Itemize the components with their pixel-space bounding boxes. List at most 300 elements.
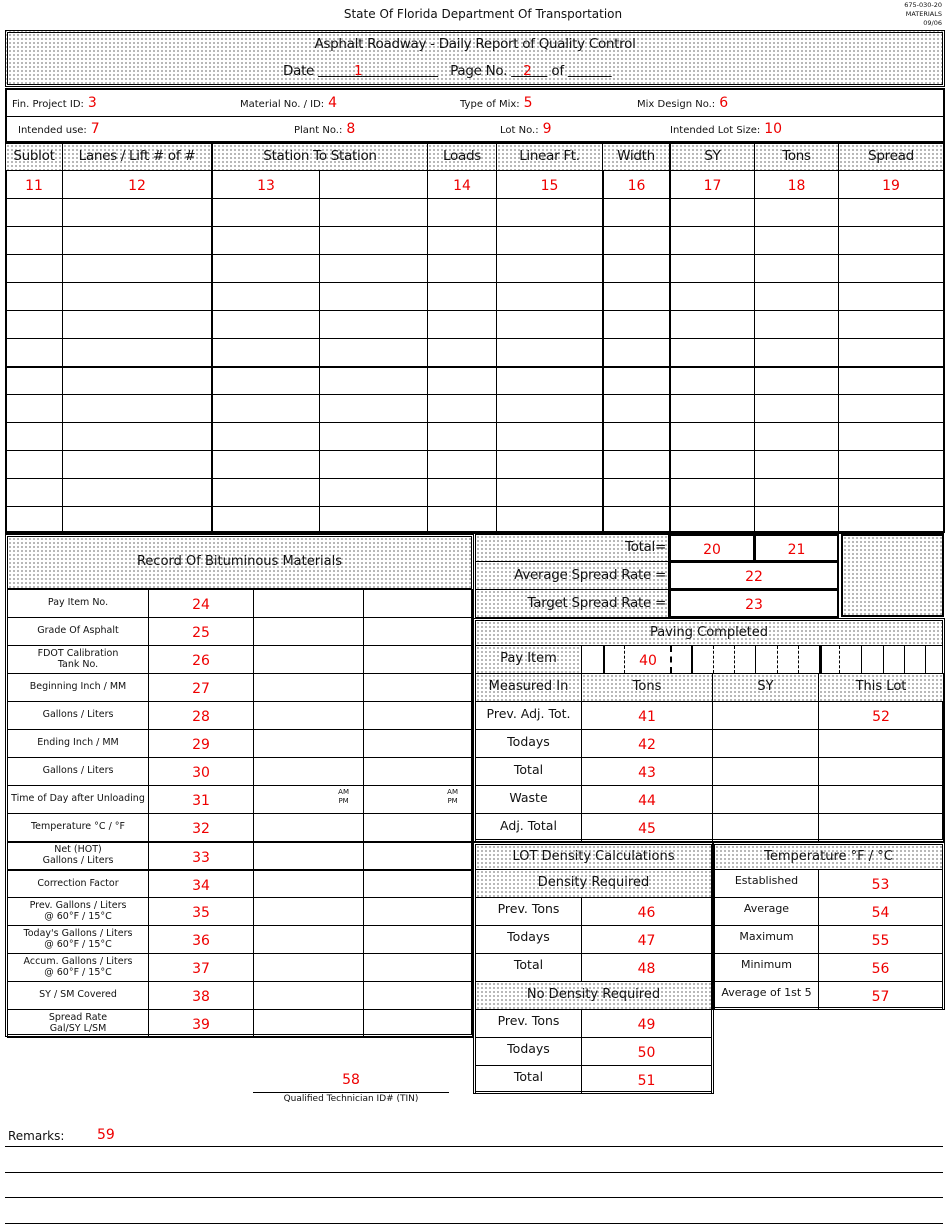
table-cell[interactable] bbox=[669, 198, 755, 227]
field-number-cell[interactable]: 12 bbox=[62, 170, 212, 199]
info-label: Plant No.: bbox=[294, 125, 343, 136]
table-cell[interactable] bbox=[211, 254, 320, 283]
bituminous-entry-cell[interactable] bbox=[363, 1009, 473, 1038]
info-value[interactable]: 8 bbox=[346, 121, 356, 137]
table-cell[interactable] bbox=[62, 338, 212, 367]
info-value[interactable]: 5 bbox=[523, 95, 533, 111]
table-cell[interactable] bbox=[754, 254, 839, 283]
am-label: AM bbox=[447, 788, 458, 796]
table-cell[interactable] bbox=[427, 394, 497, 423]
page-number-field[interactable]: 2 bbox=[523, 63, 532, 79]
table-cell[interactable] bbox=[5, 366, 63, 395]
no-density-row-label: Prev. Tons bbox=[475, 1009, 582, 1038]
bituminous-row-label: SY / SM Covered bbox=[7, 981, 149, 1010]
table-cell[interactable] bbox=[838, 254, 944, 283]
table-cell[interactable] bbox=[496, 394, 603, 423]
info-field-8[interactable] bbox=[670, 121, 782, 137]
info-value[interactable]: 9 bbox=[542, 121, 552, 137]
table-cell[interactable] bbox=[427, 366, 497, 395]
table-cell[interactable] bbox=[838, 226, 944, 255]
table-cell[interactable] bbox=[62, 450, 212, 479]
paving-row-label: Adj. Total bbox=[475, 813, 582, 842]
table-cell[interactable] bbox=[211, 366, 320, 395]
table-cell[interactable] bbox=[602, 450, 670, 479]
bituminous-entry-cell[interactable] bbox=[363, 925, 473, 954]
table-cell[interactable] bbox=[669, 478, 755, 507]
bituminous-entry-cell[interactable] bbox=[253, 925, 364, 954]
bituminous-entry-cell[interactable] bbox=[363, 645, 473, 674]
table-cell[interactable] bbox=[496, 366, 603, 395]
table-cell[interactable] bbox=[669, 450, 755, 479]
column-header-1: Sublot bbox=[5, 143, 63, 171]
table-cell[interactable] bbox=[5, 394, 63, 423]
table-cell[interactable] bbox=[754, 198, 839, 227]
table-cell[interactable] bbox=[62, 366, 212, 395]
no-density-row-value[interactable]: 51 bbox=[581, 1065, 712, 1094]
table-cell[interactable] bbox=[602, 198, 670, 227]
info-value[interactable]: 6 bbox=[719, 95, 729, 111]
density-required-label: Density Required bbox=[475, 869, 712, 898]
bituminous-row-value[interactable]: 31 bbox=[148, 785, 254, 814]
table-cell[interactable] bbox=[669, 366, 755, 395]
paving-sy-cell[interactable] bbox=[712, 785, 819, 814]
table-cell[interactable] bbox=[62, 254, 212, 283]
bituminous-entry-cell[interactable] bbox=[253, 729, 364, 758]
info-field-4[interactable] bbox=[637, 95, 728, 111]
paving-header-3: SY bbox=[712, 673, 819, 702]
bituminous-title: Record Of Bituminous Materials bbox=[7, 536, 472, 589]
table-cell[interactable] bbox=[754, 338, 839, 367]
target-spread-rate-value[interactable]: 23 bbox=[669, 589, 839, 618]
table-cell[interactable] bbox=[427, 338, 497, 367]
info-field-2[interactable] bbox=[240, 95, 337, 111]
bituminous-row-value[interactable]: 33 bbox=[148, 841, 254, 870]
table-cell[interactable] bbox=[602, 478, 670, 507]
table-cell[interactable] bbox=[669, 226, 755, 255]
bituminous-row-label: Gallons / Liters bbox=[7, 701, 149, 730]
table-cell[interactable] bbox=[62, 478, 212, 507]
info-value[interactable]: 3 bbox=[87, 95, 97, 111]
table-cell[interactable] bbox=[5, 282, 63, 311]
table-cell[interactable] bbox=[211, 478, 320, 507]
bituminous-row-value[interactable]: 38 bbox=[148, 981, 254, 1010]
table-cell[interactable] bbox=[669, 506, 755, 534]
temperature-row-label: Average bbox=[714, 897, 819, 926]
table-cell[interactable] bbox=[838, 506, 944, 534]
bituminous-row-value[interactable]: 29 bbox=[148, 729, 254, 758]
bituminous-entry-cell[interactable] bbox=[363, 757, 473, 786]
table-cell[interactable] bbox=[5, 450, 63, 479]
density-required-row-value[interactable]: 48 bbox=[581, 953, 712, 982]
date-page-line bbox=[283, 63, 612, 79]
table-cell[interactable] bbox=[5, 478, 63, 507]
table-cell[interactable] bbox=[496, 506, 603, 534]
table-cell[interactable] bbox=[62, 394, 212, 423]
bituminous-row-value[interactable]: 34 bbox=[148, 869, 254, 898]
density-required-row-value[interactable]: 46 bbox=[581, 897, 712, 926]
info-value[interactable]: 4 bbox=[328, 95, 338, 111]
bituminous-entry-cell[interactable] bbox=[253, 701, 364, 730]
info-divider bbox=[6, 116, 944, 117]
bituminous-row-label: Today's Gallons / Liters @ 60°F / 15°C bbox=[7, 925, 149, 954]
total-sy[interactable]: 20 bbox=[669, 534, 755, 562]
table-cell[interactable] bbox=[211, 506, 320, 534]
table-cell[interactable] bbox=[602, 226, 670, 255]
info-label: Lot No.: bbox=[500, 125, 539, 136]
paving-lot-cell[interactable] bbox=[818, 757, 944, 786]
info-value[interactable]: 7 bbox=[90, 121, 100, 137]
table-cell[interactable] bbox=[754, 226, 839, 255]
table-cell[interactable] bbox=[669, 310, 755, 339]
am-label: AM bbox=[338, 788, 349, 796]
table-cell[interactable] bbox=[427, 506, 497, 534]
field-number-cell[interactable]: 17 bbox=[669, 170, 755, 199]
table-cell[interactable] bbox=[211, 422, 320, 451]
table-cell[interactable] bbox=[5, 226, 63, 255]
pay-item-digit-divider bbox=[603, 646, 605, 673]
paving-row-label: Todays bbox=[475, 729, 582, 758]
table-cell[interactable] bbox=[669, 254, 755, 283]
field-number-cell[interactable]: 19 bbox=[838, 170, 944, 199]
density-required-row-label: Todays bbox=[475, 925, 582, 954]
bituminous-row-value[interactable]: 26 bbox=[148, 645, 254, 674]
table-cell[interactable] bbox=[838, 338, 944, 367]
info-field-5[interactable] bbox=[18, 121, 100, 137]
table-cell[interactable] bbox=[496, 310, 603, 339]
bituminous-row-label: Spread Rate Gal/SY L/SM bbox=[7, 1009, 149, 1038]
bituminous-entry-cell[interactable] bbox=[253, 785, 364, 814]
bituminous-row-value[interactable]: 32 bbox=[148, 813, 254, 842]
table-cell[interactable] bbox=[62, 310, 212, 339]
table-cell[interactable] bbox=[319, 422, 428, 451]
table-cell[interactable] bbox=[427, 422, 497, 451]
table-cell[interactable] bbox=[838, 478, 944, 507]
field-number-cell[interactable]: 18 bbox=[754, 170, 839, 199]
pay-item-digit-divider bbox=[925, 646, 926, 673]
table-cell[interactable] bbox=[319, 394, 428, 423]
table-cell[interactable] bbox=[427, 310, 497, 339]
pay-item-digit-divider bbox=[755, 646, 756, 673]
paving-row-label: Total bbox=[475, 757, 582, 786]
info-field-6[interactable] bbox=[294, 121, 355, 137]
am-pm-indicator[interactable] bbox=[338, 788, 349, 806]
table-cell[interactable] bbox=[496, 422, 603, 451]
bituminous-row-label: Time of Day after Unloading bbox=[7, 785, 149, 814]
table-cell[interactable] bbox=[5, 422, 63, 451]
bituminous-row-value[interactable]: 25 bbox=[148, 617, 254, 646]
report-title: Asphalt Roadway - Daily Report of Quality Control bbox=[314, 36, 636, 52]
info-label: Type of Mix: bbox=[460, 99, 520, 110]
table-cell[interactable] bbox=[838, 282, 944, 311]
table-cell[interactable] bbox=[211, 282, 320, 311]
density-required-row-label: Total bbox=[475, 953, 582, 982]
table-cell[interactable] bbox=[5, 506, 63, 534]
table-cell[interactable] bbox=[211, 338, 320, 367]
bituminous-row-value[interactable]: 24 bbox=[148, 589, 254, 618]
bituminous-entry-cell[interactable] bbox=[253, 869, 364, 898]
bituminous-entry-cell[interactable] bbox=[363, 701, 473, 730]
table-cell[interactable] bbox=[602, 282, 670, 311]
table-cell[interactable] bbox=[496, 478, 603, 507]
pay-item-digit-divider bbox=[624, 646, 625, 673]
date-field[interactable]: 1 bbox=[354, 63, 363, 79]
pay-item-digit-divider bbox=[904, 646, 905, 673]
info-label: Intended use: bbox=[18, 125, 87, 136]
totals-shaded-box bbox=[841, 534, 944, 617]
paving-tons-cell[interactable]: 45 bbox=[581, 813, 713, 842]
table-cell[interactable] bbox=[427, 198, 497, 227]
table-cell[interactable] bbox=[754, 366, 839, 395]
average-spread-rate-label: Average Spread Rate = bbox=[475, 561, 669, 590]
paving-row-label: Waste bbox=[475, 785, 582, 814]
table-cell[interactable] bbox=[669, 394, 755, 423]
paving-header-1: Measured In bbox=[475, 673, 582, 702]
am-pm-indicator[interactable] bbox=[447, 788, 458, 806]
table-cell[interactable] bbox=[496, 226, 603, 255]
pay-item-digit-divider bbox=[713, 646, 714, 673]
pm-label: PM bbox=[338, 797, 349, 805]
bituminous-entry-cell[interactable] bbox=[253, 757, 364, 786]
bituminous-row-label: Beginning Inch / MM bbox=[7, 673, 149, 702]
paving-lot-cell[interactable] bbox=[818, 813, 944, 842]
pm-label: PM bbox=[447, 797, 458, 805]
bituminous-entry-cell[interactable] bbox=[253, 841, 364, 870]
column-header-6: Width bbox=[602, 143, 670, 171]
paving-tons-cell[interactable]: 42 bbox=[581, 729, 713, 758]
bituminous-entry-cell[interactable] bbox=[363, 729, 473, 758]
table-cell[interactable] bbox=[319, 450, 428, 479]
field-number-cell[interactable]: 15 bbox=[496, 170, 603, 199]
total-label: Total= bbox=[475, 534, 669, 562]
table-cell[interactable] bbox=[496, 282, 603, 311]
bituminous-entry-cell[interactable] bbox=[253, 813, 364, 842]
remarks-line[interactable] bbox=[5, 1146, 943, 1147]
bituminous-row-label: Gallons / Liters bbox=[7, 757, 149, 786]
bituminous-row-value[interactable]: 28 bbox=[148, 701, 254, 730]
bituminous-entry-cell[interactable] bbox=[363, 813, 473, 842]
table-cell[interactable] bbox=[319, 198, 428, 227]
table-cell[interactable] bbox=[211, 226, 320, 255]
field-number-cell[interactable]: 11 bbox=[5, 170, 63, 199]
no-density-row-value[interactable]: 50 bbox=[581, 1037, 712, 1066]
table-cell[interactable] bbox=[319, 310, 428, 339]
paving-lot-cell[interactable] bbox=[818, 785, 944, 814]
paving-completed-title: Paving Completed bbox=[475, 620, 943, 646]
bituminous-entry-cell[interactable] bbox=[253, 1009, 364, 1038]
table-cell[interactable] bbox=[838, 366, 944, 395]
bituminous-row-value[interactable]: 36 bbox=[148, 925, 254, 954]
bituminous-entry-cell[interactable] bbox=[253, 897, 364, 926]
info-value[interactable]: 10 bbox=[764, 121, 783, 137]
bituminous-entry-cell[interactable] bbox=[363, 589, 473, 618]
remarks-value[interactable]: 59 bbox=[97, 1127, 115, 1143]
table-cell[interactable] bbox=[754, 478, 839, 507]
table-cell[interactable] bbox=[838, 422, 944, 451]
density-required-row-value[interactable]: 47 bbox=[581, 925, 712, 954]
info-label: Material No. / ID: bbox=[240, 99, 325, 110]
pay-item-digit-divider bbox=[883, 646, 884, 673]
table-cell[interactable] bbox=[5, 198, 63, 227]
table-cell[interactable] bbox=[211, 394, 320, 423]
table-cell[interactable] bbox=[754, 394, 839, 423]
info-field-7[interactable] bbox=[500, 121, 552, 137]
table-cell[interactable] bbox=[669, 282, 755, 311]
table-cell[interactable] bbox=[62, 506, 212, 534]
table-cell[interactable] bbox=[319, 282, 428, 311]
table-cell[interactable] bbox=[5, 254, 63, 283]
pay-item-label: Pay Item bbox=[475, 645, 582, 674]
paving-sy-cell[interactable] bbox=[712, 729, 819, 758]
temperature-row-label: Established bbox=[714, 869, 819, 898]
pay-item-digit-divider bbox=[691, 646, 693, 673]
paving-lot-cell[interactable] bbox=[818, 729, 944, 758]
field-number-cell[interactable]: 14 bbox=[427, 170, 497, 199]
table-cell[interactable] bbox=[496, 254, 603, 283]
bituminous-entry-cell[interactable] bbox=[363, 953, 473, 982]
bituminous-row-label: Pay Item No. bbox=[7, 589, 149, 618]
table-cell[interactable] bbox=[319, 254, 428, 283]
bituminous-entry-cell[interactable] bbox=[363, 617, 473, 646]
table-cell[interactable] bbox=[496, 450, 603, 479]
table-cell[interactable] bbox=[211, 450, 320, 479]
paving-sy-cell[interactable] bbox=[712, 701, 819, 730]
bituminous-entry-cell[interactable] bbox=[253, 589, 364, 618]
table-cell[interactable] bbox=[496, 338, 603, 367]
field-number-cell[interactable] bbox=[319, 170, 428, 199]
form-revision-date: 09/06 bbox=[923, 19, 942, 27]
pay-item-field[interactable]: 40 bbox=[581, 645, 943, 674]
average-spread-rate-value[interactable]: 22 bbox=[669, 561, 839, 590]
table-cell[interactable] bbox=[319, 226, 428, 255]
bituminous-entry-cell[interactable] bbox=[253, 645, 364, 674]
bituminous-row-value[interactable]: 37 bbox=[148, 953, 254, 982]
table-cell[interactable] bbox=[602, 506, 670, 534]
remarks-line[interactable] bbox=[5, 1223, 943, 1224]
agency-header: State Of Florida Department Of Transportation bbox=[343, 7, 623, 21]
paving-header-2: Tons bbox=[581, 673, 713, 702]
table-cell[interactable] bbox=[62, 198, 212, 227]
bituminous-row-label: Accum. Gallons / Liters @ 60°F / 15°C bbox=[7, 953, 149, 982]
table-cell[interactable] bbox=[427, 478, 497, 507]
bituminous-row-value[interactable]: 35 bbox=[148, 897, 254, 926]
paving-lot-cell[interactable]: 52 bbox=[818, 701, 944, 730]
remarks-label: Remarks: bbox=[8, 1129, 65, 1143]
bituminous-entry-cell[interactable] bbox=[363, 673, 473, 702]
table-cell[interactable] bbox=[5, 310, 63, 339]
table-cell[interactable] bbox=[602, 338, 670, 367]
bituminous-row-value[interactable]: 39 bbox=[148, 1009, 254, 1038]
column-header-3: Station To Station bbox=[211, 143, 428, 171]
table-cell[interactable] bbox=[427, 282, 497, 311]
table-cell[interactable] bbox=[62, 226, 212, 255]
table-cell[interactable] bbox=[602, 366, 670, 395]
paving-tons-cell[interactable]: 41 bbox=[581, 701, 713, 730]
table-cell[interactable] bbox=[62, 422, 212, 451]
paving-tons-cell[interactable]: 43 bbox=[581, 757, 713, 786]
temperature-row-value[interactable]: 55 bbox=[818, 925, 943, 954]
bituminous-entry-cell[interactable] bbox=[363, 869, 473, 898]
remarks-line[interactable] bbox=[5, 1172, 943, 1173]
bituminous-entry-cell[interactable] bbox=[253, 673, 364, 702]
table-cell[interactable] bbox=[754, 282, 839, 311]
table-cell[interactable] bbox=[319, 506, 428, 534]
table-cell[interactable] bbox=[838, 310, 944, 339]
table-cell[interactable] bbox=[319, 366, 428, 395]
temperature-row-value[interactable]: 57 bbox=[818, 981, 943, 1010]
bituminous-entry-cell[interactable] bbox=[363, 841, 473, 870]
table-cell[interactable] bbox=[602, 394, 670, 423]
info-field-1[interactable] bbox=[12, 95, 97, 111]
remarks-line[interactable] bbox=[5, 1197, 943, 1198]
table-cell[interactable] bbox=[602, 422, 670, 451]
bituminous-entry-cell[interactable] bbox=[253, 617, 364, 646]
table-cell[interactable] bbox=[211, 198, 320, 227]
total-tons[interactable]: 21 bbox=[754, 534, 839, 562]
table-cell[interactable] bbox=[496, 198, 603, 227]
temperature-row-value[interactable]: 56 bbox=[818, 953, 943, 982]
bituminous-row-value[interactable]: 30 bbox=[148, 757, 254, 786]
table-cell[interactable] bbox=[319, 338, 428, 367]
table-cell[interactable] bbox=[602, 310, 670, 339]
form-number: 675-030-20 bbox=[904, 1, 942, 9]
table-cell[interactable] bbox=[669, 338, 755, 367]
temperature-row-value[interactable]: 53 bbox=[818, 869, 943, 898]
pay-item-digit-divider bbox=[670, 646, 672, 673]
column-header-2: Lanes / Lift # of # bbox=[62, 143, 212, 171]
info-label: Mix Design No.: bbox=[637, 99, 716, 110]
bituminous-row-label: FDOT Calibration Tank No. bbox=[7, 645, 149, 674]
bituminous-row-label: Grade Of Asphalt bbox=[7, 617, 149, 646]
table-cell[interactable] bbox=[62, 282, 212, 311]
bituminous-entry-cell[interactable] bbox=[253, 981, 364, 1010]
bituminous-row-value[interactable]: 27 bbox=[148, 673, 254, 702]
paving-sy-cell[interactable] bbox=[712, 813, 819, 842]
paving-header-4: This Lot bbox=[818, 673, 944, 702]
table-cell[interactable] bbox=[5, 338, 63, 367]
no-density-row-value[interactable]: 49 bbox=[581, 1009, 712, 1038]
table-cell[interactable] bbox=[838, 394, 944, 423]
table-cell[interactable] bbox=[754, 450, 839, 479]
bituminous-entry-cell[interactable] bbox=[253, 953, 364, 982]
paving-sy-cell[interactable] bbox=[712, 757, 819, 786]
table-cell[interactable] bbox=[754, 422, 839, 451]
no-density-row-label: Total bbox=[475, 1065, 582, 1094]
info-field-3[interactable] bbox=[460, 95, 533, 111]
bituminous-entry-cell[interactable] bbox=[363, 897, 473, 926]
column-header-7: SY bbox=[669, 143, 755, 171]
table-cell[interactable] bbox=[754, 310, 839, 339]
temperature-row-value[interactable]: 54 bbox=[818, 897, 943, 926]
table-cell[interactable] bbox=[319, 478, 428, 507]
table-cell[interactable] bbox=[838, 198, 944, 227]
table-cell[interactable] bbox=[602, 254, 670, 283]
bituminous-entry-cell[interactable] bbox=[363, 785, 473, 814]
paving-tons-cell[interactable]: 44 bbox=[581, 785, 713, 814]
bituminous-entry-cell[interactable] bbox=[363, 981, 473, 1010]
table-cell[interactable] bbox=[211, 310, 320, 339]
of-label: of bbox=[551, 63, 564, 79]
table-cell[interactable] bbox=[427, 450, 497, 479]
table-cell[interactable] bbox=[669, 422, 755, 451]
table-cell[interactable] bbox=[427, 254, 497, 283]
table-cell[interactable] bbox=[838, 450, 944, 479]
technician-id-value[interactable]: 58 bbox=[342, 1072, 360, 1088]
page-total-field[interactable] bbox=[568, 63, 612, 79]
field-number-cell[interactable]: 16 bbox=[602, 170, 670, 199]
table-cell[interactable] bbox=[427, 226, 497, 255]
field-number-cell[interactable]: 13 bbox=[211, 170, 320, 199]
table-cell[interactable] bbox=[754, 506, 839, 534]
